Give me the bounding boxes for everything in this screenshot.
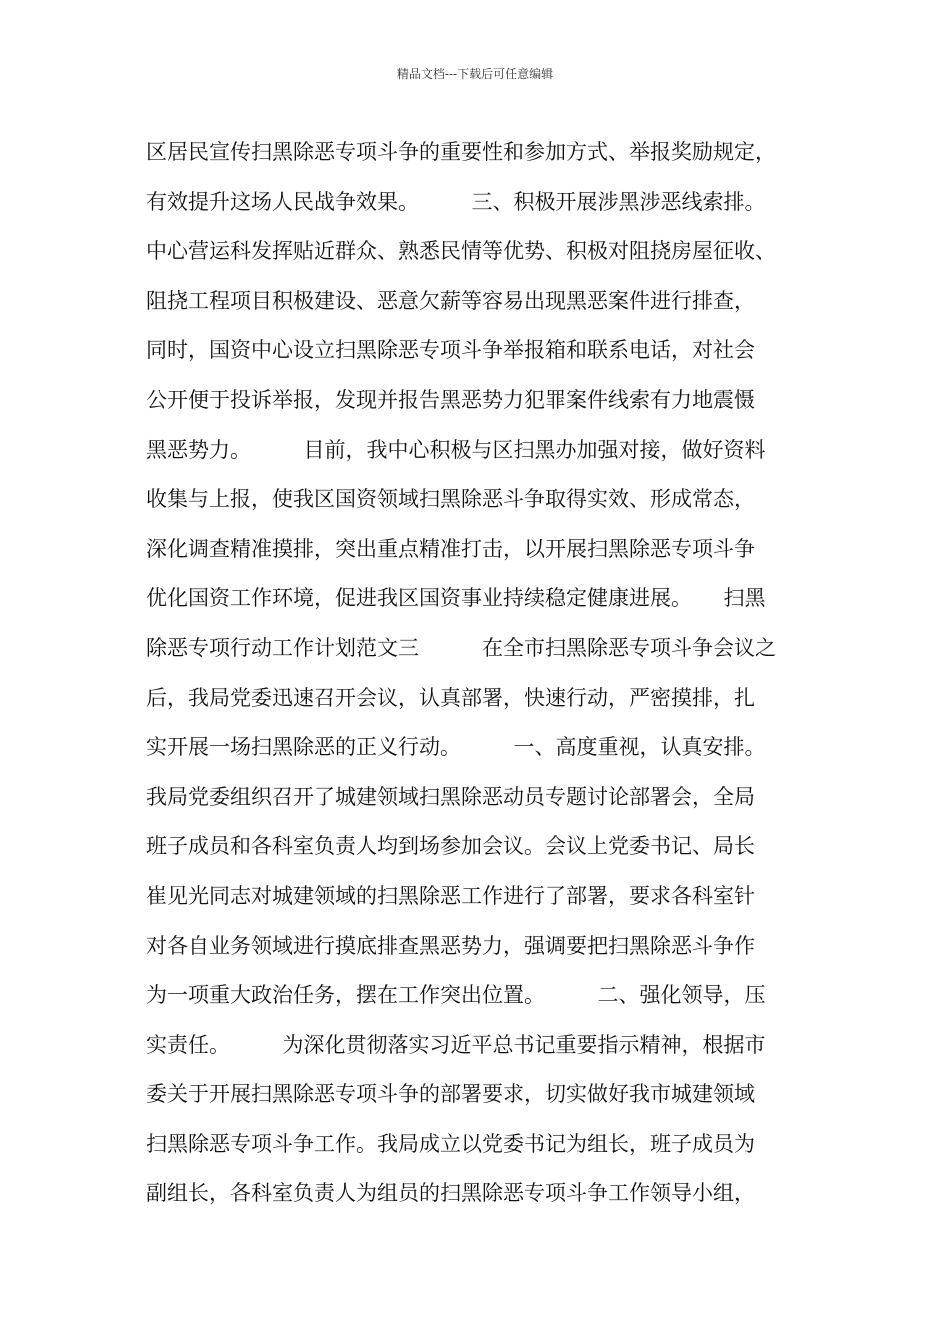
body-text [146,128,836,1219]
text-line: 阻挠工程项目积极建设、恶意欠薪等容易出现黑恶案件进行排查， [146,288,755,313]
text-line: 公开便于投诉举报，发现并报告黑恶势力犯罪案件线索有力地震慑 [146,387,755,412]
text-line: 委关于开展扫黑除恶专项斗争的部署要求，切实做好我市城建领域 [146,1082,755,1107]
text-line: 副组长，各科室负责人为组员的扫黑除恶专项斗争工作领导小组， [146,1181,755,1206]
text-line: 有效提升这场人民战争效果。 三、积极开展涉黑涉恶线索排。 [146,189,766,214]
text-line: 扫黑除恶专项斗争工作。我局成立以党委书记为组长，班子成员为 [146,1131,755,1156]
text-line: 实开展一场扫黑除恶的正义行动。 一、高度重视，认真安排。 [146,735,766,760]
text-line: 崔见光同志对城建领域的扫黑除恶工作进行了部署，要求各科室针 [146,883,755,908]
text-line: 后，我局党委迅速召开会议，认真部署，快速行动，严密摸排，扎 [146,685,755,710]
text-line: 为一项重大政治任务，摆在工作突出位置。 二、强化领导，压 [146,983,766,1008]
text-line: 实责任。 为深化贯彻落实习近平总书记重要指示精神，根据市 [146,1032,766,1057]
text-line: 收集与上报，使我区国资领域扫黑除恶斗争取得实效、形成常态， [146,487,755,512]
text-line: 班子成员和各科室负责人均到场参加会议。会议上党委书记、局长 [146,834,755,859]
text-line: 同时，国资中心设立扫黑除恶专项斗争举报箱和联系电话，对社会 [146,338,755,363]
text-line: 除恶专项行动工作计划范文三 在全市扫黑除恶专项斗争会议之 [146,635,776,660]
text-line: 我局党委组织召开了城建领域扫黑除恶动员专题讨论部署会，全局 [146,784,755,809]
page-header: 精品文档---下载后可任意编辑 [396,67,554,81]
text-line: 区居民宣传扫黑除恶专项斗争的重要性和参加方式、举报奖励规定， [146,140,776,164]
text-line: 中心营运科发挥贴近群众、熟悉民情等优势、积极对阻挠房屋征收、 [146,239,776,264]
text-line: 黑恶势力。 目前，我中心积极与区扫黑办加强对接，做好资料 [146,437,766,462]
text-line: 对各自业务领域进行摸底排查黑恶势力，强调要把扫黑除恶斗争作 [146,933,755,958]
text-line: 优化国资工作环境，促进我区国资事业持续稳定健康进展。 扫黑 [146,586,766,611]
text-line: 深化调查精准摸排，突出重点精准打击，以开展扫黑除恶专项斗争 [146,536,755,561]
